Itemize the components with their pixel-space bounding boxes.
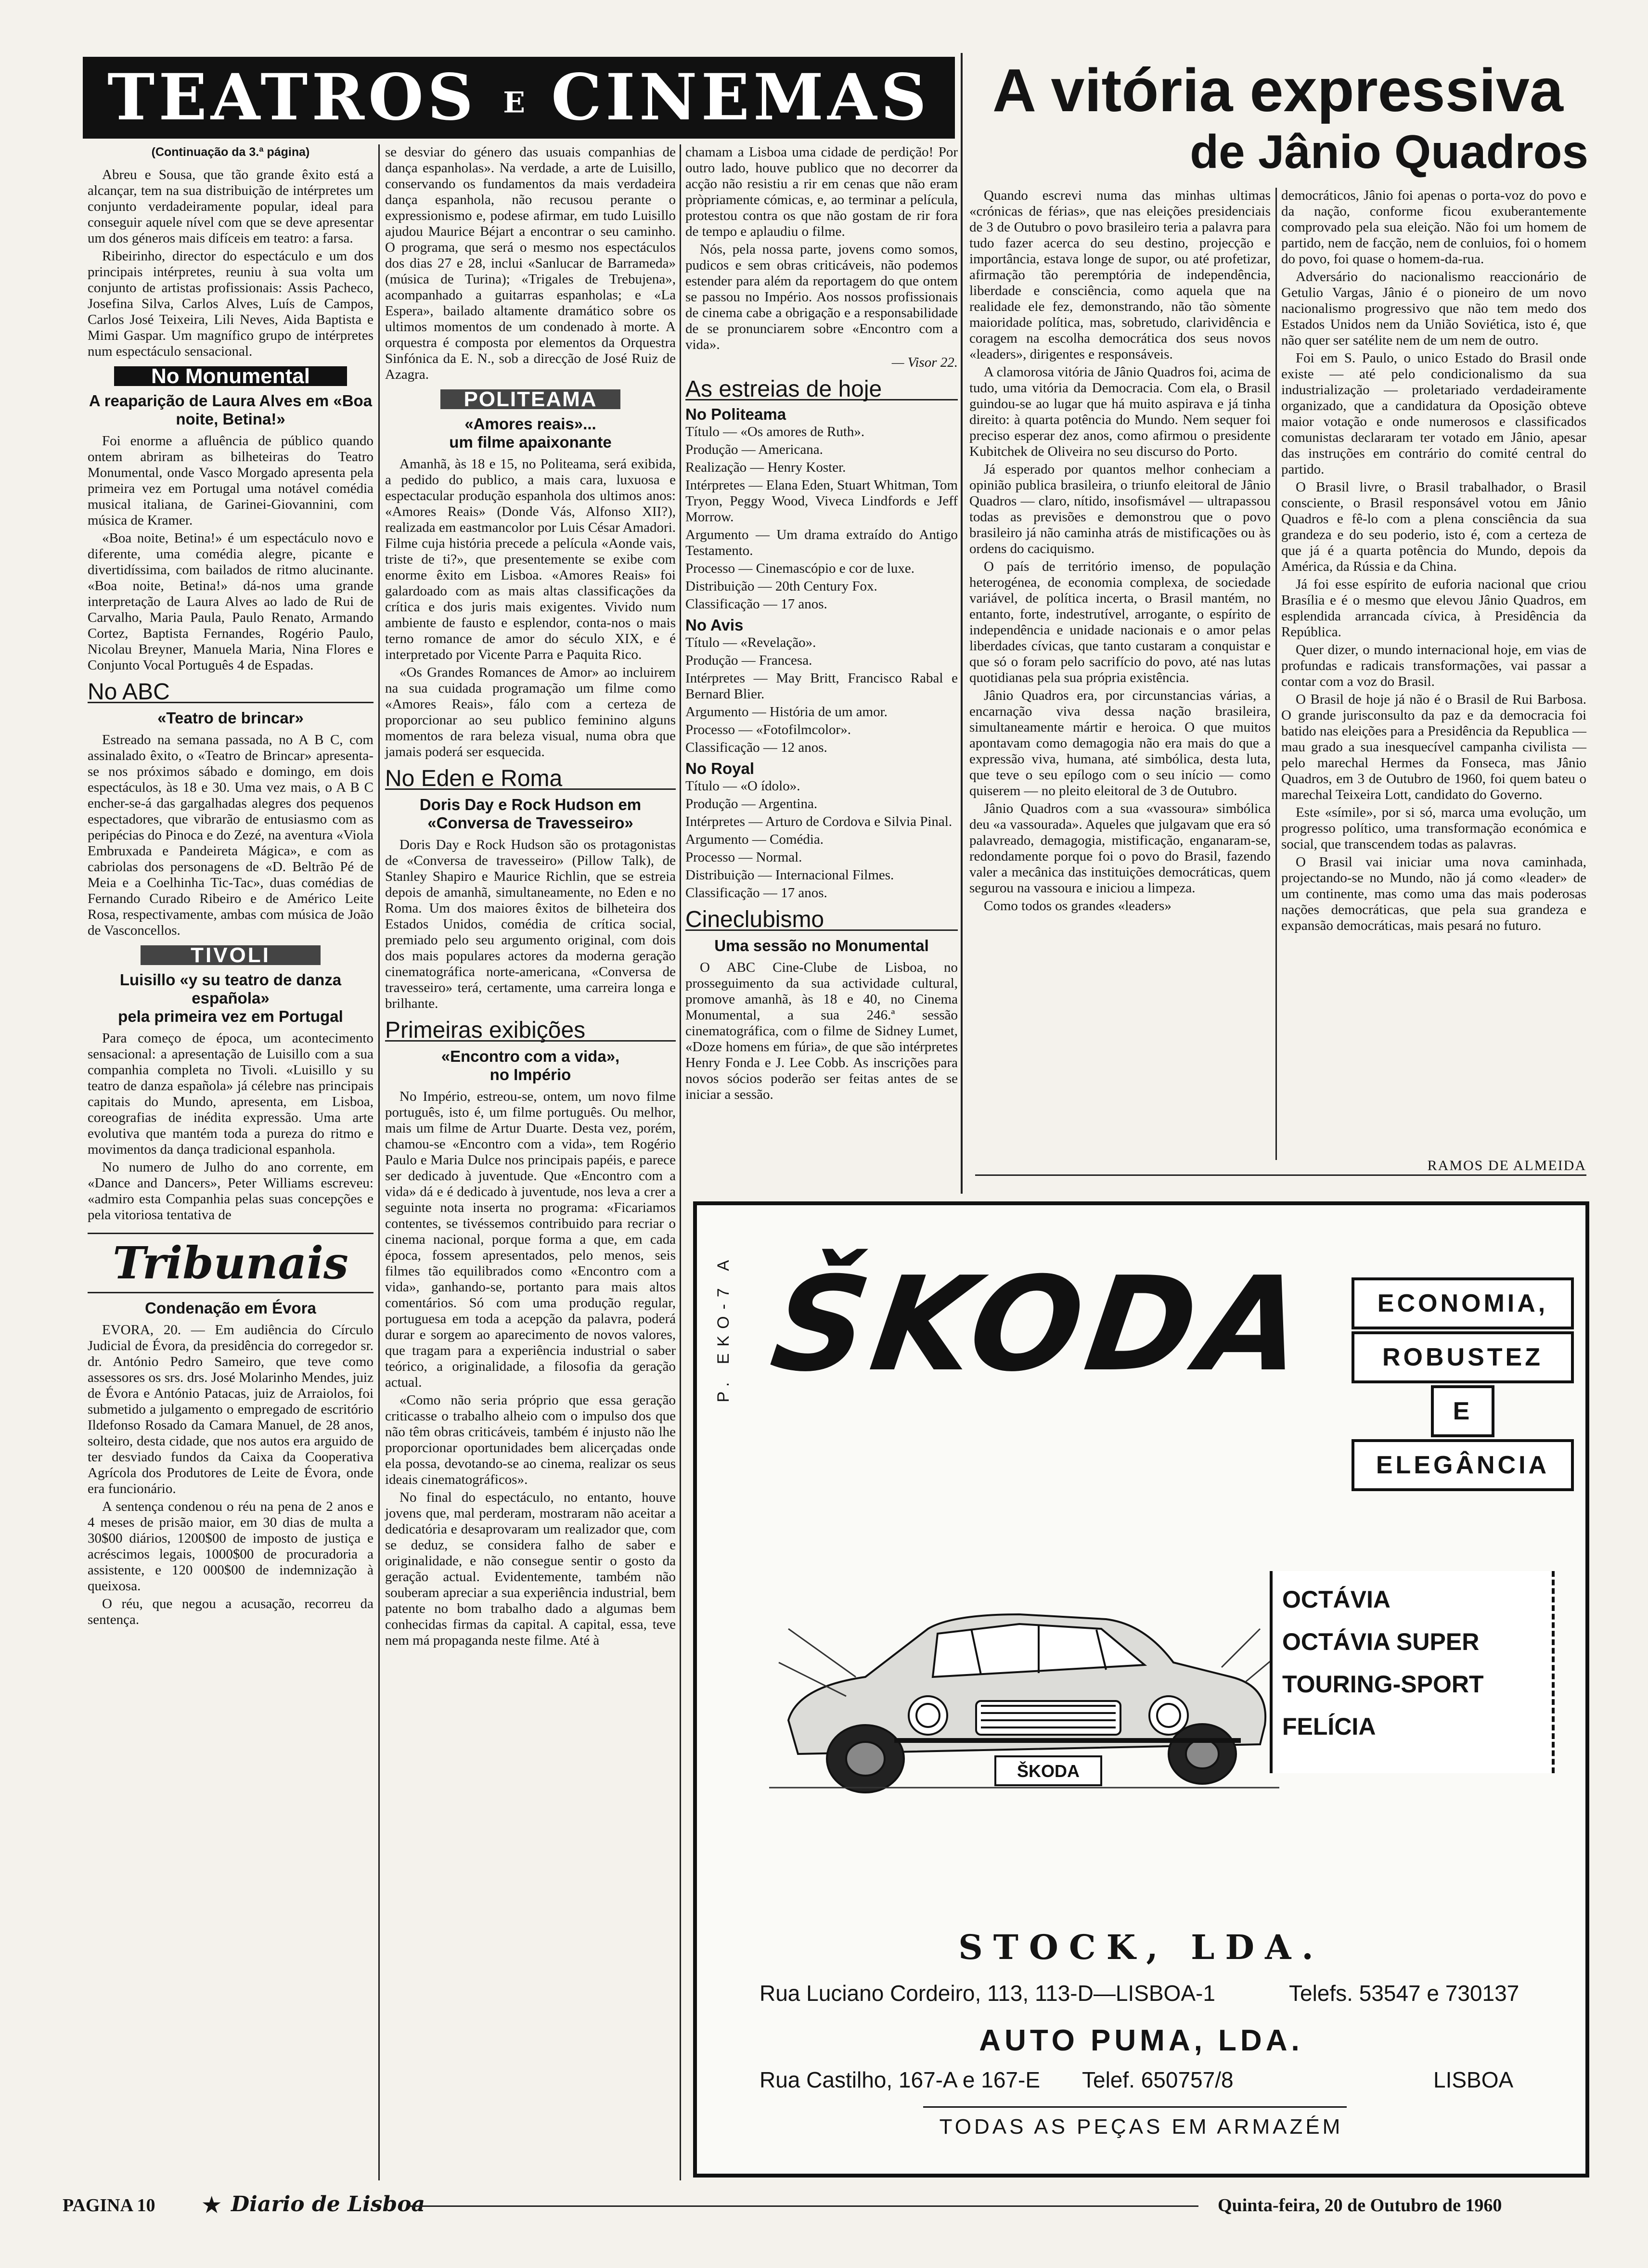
ad-tagline: TODAS AS PEÇAS EM ARMAZÉM <box>939 2115 1343 2139</box>
section-banner <box>83 57 955 139</box>
section-header-primeiras: Primeiras exibições <box>385 1022 676 1042</box>
column-3 <box>685 144 958 1105</box>
dealer-name: STOCK, LDA. <box>958 1927 1324 1967</box>
dealer-phone: Telef. 650757/8 <box>1082 2067 1234 2092</box>
article-paragraph: Nós, pela nossa parte, jovens como somos, pudicos e sem obras criticáveis, não podemos estender para além da reportagem do que ontem se passou no Império. Aos nossos profissionais de cinema cabe a obrigação e a responsabilidade de se pronunciarem sobre «Encontro com a vida». <box>685 242 958 352</box>
article-paragraph: EVORA, 20. — Em audiência do Círculo Judicial de Évora, da presidência do corregedor sr. dr. António Pedro Sameiro, que teve como assessores os srs. drs. José Molarinho Mendes, juiz de Évora e António Patacas, juiz de Arraiolos, foi submetido a julgamento o empregado de escritório Ildefonso Rosado da Camara Manuel, de 28 anos, solteiro, desta cidade, que nos autos era arguido de ter desviado fundos da Caixa da Cooperativa Agrícola dos Produtores de Leite de Évora, onde era funcionário. <box>88 1322 373 1496</box>
dealer-address: Rua Castilho, 167-A e 167-E <box>760 2067 1041 2092</box>
banner-conjunction: E <box>503 86 526 120</box>
article-end-rule <box>975 1174 1586 1176</box>
article-paragraph: Como todos os grandes «leaders» <box>984 898 1172 914</box>
article-paragraph: Doris Day e Rock Hudson são os protagonistas de «Conversa de travesseiro» (Pillow Talk), de Stanley Shapiro e Maurice Richlin, que se estreia depois de amanhã, simultaneamente, no Eden e no Roma. Um dos maiores êxitos de bilheteira dos Estados Unidos, comédia de crítica social, premiado pelo seu argumento original, com dois dos mais populares actores da moderna geração cinematográfica norte-americana, «Conversa de travesseiro» terá, certamente, uma carreira longa e brilhante. <box>385 837 676 1011</box>
article-paragraph: se desviar do género das usuais companhias de dança espanholas». Na verdade, a arte de Luisillo, conservando os fundamentos da mais verdadeira dança espanhola, não recusou perante o expressionismo e, podese afirmar, em tudo Luisillo ajudou Maurice Béjart a encontrar o seu caminho. O programa, que será o mesmo nos espectáculos dos dias 27 e 28, inclui «Sanlucar de Barrameda» (música de Turina); «Trigales de Trebujena», acompanhado a guitarras espanholas; e «La Espera», bailado altamente dramático sobre os ultimos momentos de um condenado à morte. A orquestra é composta por elementos da Orquestra Sinfónica da E. N., sob a direcção de José Ruiz de Azagra. <box>385 144 676 382</box>
section-header-monumental: No Monumental <box>114 366 347 386</box>
column-rule <box>961 53 963 1194</box>
issue-date: Quinta-feira, 20 de Outubro de 1960 <box>1218 2195 1502 2216</box>
premiere-detail: Realização — Henry Koster. <box>685 460 846 475</box>
premiere-list <box>685 406 958 901</box>
article-paragraph: democráticos, Jânio foi apenas o porta-voz do povo e da nação, conforme ficou exuberantemente comprovado pela sua eleição. Não foi um homem de partido, nem de facção, nem de conluios, foi o homem do povo, foi quase o homem-da-rua. <box>1281 188 1586 267</box>
premiere-detail: Classificação — 17 anos. <box>685 596 827 612</box>
premiere-detail: Classificação — 12 anos. <box>685 740 827 755</box>
premiere-detail: Distribuição — Internacional Filmes. <box>685 867 894 883</box>
article-paragraph: Quando escrevi numa das minhas ultimas «crónicas de férias», que nas eleições presidenciais de 3 de Outubro o povo brasileiro teria a palavra para tudo fazer acerca do seu destino, projecção e importância, estava longe de supor, ou até profetizar, afirmação tão peremptória de independência, liberdade e consciência, como aquela que na realidade ele fez, demonstrando, não tão sòmente maioridade política, mas, sobretudo, clarividência e coragem na escolha democrática dos seus novos «leaders», dirigentes e responsáveis. <box>969 188 1271 362</box>
premiere-venue: No Royal <box>685 760 755 777</box>
article-paragraph: A clamorosa vitória de Jânio Quadros foi, acima de tudo, uma vitória da Democracia. Com ela, o Brasil guindou-se ao lugar que há muito aspirava e já tinha direito: à quarta potência do Mundo. Nem sequer foi preciso esperar dez anos, como afirmou o presidente Kubitchek de Oliveira no seu discurso do Porto. <box>969 364 1271 459</box>
article-paragraph: chamam a Lisboa uma cidade de perdição! Por outro lado, houve publico que no decorrer da acção não resistiu a rir em cenas que não eram pròpriamente cómicas, e, ao terminar a película, protestou contra os que não gostam de rir fora de tempo e aplaudiu o filme. <box>685 144 958 239</box>
article-paragraph: O Brasil livre, o Brasil trabalhador, o Brasil consciente, o Brasil responsável votou em Jânio Quadros e fê-lo com a plena consciência da sua grandeza e do seu poderio, isto é, com a certeza de que já é a quarta potência do Mundo, depois da América, da Rússia e da China. <box>1281 479 1586 574</box>
premiere-detail: Processo — Normal. <box>685 850 802 865</box>
dealer-phone: Telefs. 53547 e 730137 <box>1289 1981 1519 2006</box>
ad-agency-code: P. EKO-7 A <box>714 1253 733 1403</box>
column-rule <box>1275 188 1277 1160</box>
article-paragraph: Amanhã, às 18 e 15, no Politeama, será exibida, a pedido do publico, a mais cara, luxuosa e espectacular produção espanhola dos ultimos anos: «Amores Reais» (Donde Vás, Alfonso XII?), realizada em eastmancolor por Luis César Amadori. Filme cuja história precede a película «Aonde vais, triste de ti?», que presentemente se exibe com enorme êxito em Lisboa. «Amores Reais» foi galardoado com as mais altas classificações da crítica e dos juris mais exigentes. Vivido num ambiente de fausto e esplendor, conta-nos o mais terno romance de amor do século XIX, e é interpretado por Vicente Parra e Paquita Rico. <box>385 456 676 662</box>
premiere-venue: No Politeama <box>685 405 786 423</box>
page-footer <box>63 2192 1593 2224</box>
ad-slogan: ROBUSTEZ <box>1352 1331 1574 1383</box>
janio-title-line1: A vitória expressiva <box>992 56 1563 124</box>
janio-title-line2: de Jânio Quadros <box>1190 125 1588 178</box>
article-paragraph: Foi enorme a afluência de público quando ontem abriram as bilheteiras do Teatro Monumental, onde Vasco Morgado apresenta pela primeira vez em Portugal uma notável comédia musical italiana, de Garinei-Giovannini, com música de Kramer. <box>88 433 373 528</box>
ad-slogan: ECONOMIA, <box>1352 1277 1574 1329</box>
column-rule <box>680 144 681 2180</box>
article-paragraph: «Boa noite, Betina!» é um espectáculo novo e diferente, uma comédia alegre, picante e divertidíssima, com bailados de ritmo alucinante. «Boa noite, Betina!» dá-nos uma grande interpretação de Laura Alves ao lado de Rui de Carvalho, Maria Paula, Paulo Renato, Armando Cortez, Baptista Fernandes, Rogério Paulo, Nicolau Breyner, Manuela Maria, Nina Flores e Conjunto Vocal Português 4 de Espadas. <box>88 530 373 673</box>
article-paragraph: Este «símile», por si só, marca uma evolução, um progresso político, uma transformação económica e social, que transcendem todas as palavras. <box>1281 805 1586 852</box>
ad-slogan: ELEGÂNCIA <box>1352 1439 1574 1491</box>
newspaper-name: Diario de Lisboa <box>231 2192 425 2216</box>
star-icon: ★ <box>202 2193 221 2217</box>
premiere-detail: Produção — Francesa. <box>685 653 812 668</box>
section-header-tivoli: TIVOLI <box>141 945 321 965</box>
continuation-note: (Continuação da 3.ª página) <box>151 145 310 159</box>
story-headline: Luisillo «y su teatro de danza española» <box>119 971 342 1007</box>
story-headline: «Encontro com a vida», <box>441 1047 620 1065</box>
article-paragraph: «Como não seria próprio que essa geração criticasse o trabalho alheio com o impulso dos que não têm obras criticáveis, também é injusto não lhe proporcionar oportunidades bem alicerçadas onde ela possa, devotando-se ao cinema, realizar os seus ideais cinematográficos». <box>385 1392 676 1487</box>
ad-divider <box>923 2106 1347 2108</box>
story-subheadline: no Império <box>489 1066 571 1083</box>
footer-rule <box>409 2205 1198 2207</box>
article-paragraph: Para começo de época, um acontecimento sensacional: a apresentação de Luisillo com a sua companhia completa no Tivoli. «Luisillo y su teatro de danza española» já célebre nas principais capitais do Mundo, apresenta, em Lisboa, coreografias de inédita expressão. Uma arte evolutiva que mantém toda a pureza do ritmo e movimentos da dança tradicional espanhola. <box>88 1031 373 1157</box>
model-name: OCTÁVIA SUPER <box>1282 1628 1480 1655</box>
janio-column-right <box>1281 188 1586 936</box>
premiere-detail: Intérpretes — Arturo de Cordova e Silvia Pinal. <box>685 814 953 829</box>
premiere-detail: Título — «Os amores de Ruth». <box>685 424 865 439</box>
story-headline: «Teatro de brincar» <box>157 709 304 727</box>
skoda-logo: ŠKODA <box>763 1249 1319 1400</box>
premiere-detail: Argumento — Comédia. <box>685 832 824 847</box>
model-list <box>1270 1571 1555 1773</box>
page-number: PAGINA 10 <box>63 2195 155 2216</box>
story-subheadline: pela primeira vez em Portugal <box>118 1007 343 1025</box>
article-paragraph: Estreado na semana passada, no A B C, com assinalado êxito, o «Teatro de Brincar» apresenta-se nos próximos sábado e domingo, em dois espectáculos, às 18 e 30. Uma vez mais, o A B C encher-se-á das gargalhadas alegres dos pequenos espectadores, que vibrarão de entusiasmo com as peripécias do Pinoca e do Zezé, na aventura «Viola Embruxada e Pandeireta Mágica», e com as cabriolas dos personagens de «D. Beltrão Pé de Meia e a Coelhinha Tic-Tac», duas comédias de Fernando Curado Ribeiro e de Américo Leite Rosa, respectivamente, ambas com música de João de Vasconcellos. <box>88 732 373 938</box>
premiere-detail: Produção — Americana. <box>685 442 823 457</box>
story-headline: «Amores reais»... <box>464 415 596 433</box>
premiere-detail: Classificação — 17 anos. <box>685 885 827 901</box>
license-plate-text: ŠKODA <box>1017 1761 1080 1781</box>
article-paragraph: Adversário do nacionalismo reaccionário de Getulio Vargas, Jânio é o pioneiro de um novo nacionalismo progressivo que não tem medo dos Estados Unidos nem da União Soviética, isto é, que não quer ser satélite nem de um nem de outro. <box>1281 269 1586 348</box>
story-headline: Uma sessão no Monumental <box>714 937 929 954</box>
premiere-detail: Intérpretes — Elana Eden, Stuart Whitman, Tom Tryon, Peggy Wood, Viveca Lindfords e Jeff Morrow. <box>685 477 958 525</box>
article-paragraph: Foi em S. Paulo, o unico Estado do Brasil onde existe — até pelo condicionalismo da sua industrialização — proletariado verdadeiramente organizado, que a candidatura da Oposição obteve maior votação e onde numerosos e classificados comunistas declararam ter votado em Jânio, apesar das instruções em contrário do comité central do partido. <box>1281 350 1586 477</box>
section-header-eden: No Eden e Roma <box>385 771 676 790</box>
janio-signature: RAMOS DE ALMEIDA <box>1427 1158 1586 1173</box>
premiere-detail: Processo — «Fotofilmcolor». <box>685 722 851 737</box>
article-paragraph: «Os Grandes Romances de Amor» ao incluirem na sua cuidada programação um filme como «Amores Reais», fálo com a certeza de proporcionar ao seu publico feminino alguns momentos de rara beleza visual, numa obra que jamais poderá ser esquecida. <box>385 665 676 760</box>
article-paragraph: O Brasil de hoje já não é o Brasil de Rui Barbosa. O grande jurisconsulto da paz e da democracia foi batido nas eleições para a Presidência da Republica — mau grado a sua inesquecível campanha civilista — pelo marechal Hermes da Fonseca, mas Jânio Quadros, em 3 de Outubro de 1960, foi quem bateu o marechal Teixeira Lott, candidato do Governo. <box>1281 692 1586 802</box>
car-illustration <box>769 1561 1279 1802</box>
skoda-advertisement <box>693 1201 1589 2178</box>
premiere-detail: Distribuição — 20th Century Fox. <box>685 579 877 594</box>
ad-slogan: E <box>1431 1385 1494 1437</box>
article-paragraph: A sentença condenou o réu na pena de 2 anos e 4 meses de prisão maior, em 30 dias de multa a 30$00 diários, 1200$00 de imposto de justiça e acréscimos legais, 1000$00 de procuradoria a assistente, e 120 000$00 de indemnização à queixosa. <box>88 1499 373 1594</box>
article-paragraph: O ABC Cine-Clube de Lisboa, no prosseguimento da sua actividade cultural, promove amanhã, às 18 e 40, no Cinema Monumental, a sua 246.ª sessão cinematográfica, com o filme de Sidney Lumet, «Doze homens em fúria», de que são intérpretes Henry Fonda e J. Lee Cobb. As inscrições para novos sócios poderão ser feitas antes de se iniciar a sessão. <box>685 960 958 1102</box>
article-paragraph: O país de território imenso, de população heterogénea, de economia complexa, de sociedade variável, de política incerta, o Brasil mantém, no entanto, forte, indestrutível, arrogante, o espírito de independência e unidade nacionais e o amor pelas liberdades cívicas, que tanto custaram a conquistar e que só o foram pelo sacrifício do povo, até nas lutas quotidianas pela sua própria existência. <box>969 559 1271 685</box>
section-header-tribunais: Tribunais <box>88 1233 373 1293</box>
premiere-detail: Argumento — Um drama extraído do Antigo Testamento. <box>685 527 958 558</box>
premiere-detail: Argumento — História de um amor. <box>685 704 888 720</box>
premiere-detail: Título — «O ídolo». <box>685 778 800 794</box>
article-paragraph: Já esperado por quantos melhor conheciam a opinião publica brasileira, o triunfo eleitoral de Jânio Quadros — claro, nítido, insofismável — ultrapassou todas as previsões e demonstrou que o povo brasileiro já não caminha atrás de mistificações ou às ordens do caciquismo. <box>969 462 1271 556</box>
article-paragraph: Já foi esse espírito de euforia nacional que criou Brasília e é o mesmo que elevou Jânio Quadros, em esplendida arrancada cívica, à Presidência da República. <box>1281 577 1586 640</box>
dealer-name: AUTO PUMA, LDA. <box>979 2024 1303 2057</box>
premiere-venue: No Avis <box>685 616 744 634</box>
premiere-detail: Intérpretes — May Britt, Francisco Rabal e Bernard Blier. <box>685 670 958 702</box>
article-paragraph: No final do espectáculo, no entanto, houve jovens que, mal perderam, mostraram não aceitar a dedicatória e desaprovaram um realizador que, com se deduz, se considera falho de saber e originalidade, e não consegue sentir o gosto da geração actual. Evidentemente, também não souberam apreciar a sua experiência industrial, bem patente no bom trabalho dado a algumas bem conhecidas firmas da capital. A capital, essa, teve nem má propaganda neste filme. Até à <box>385 1490 676 1648</box>
story-subheadline: um filme apaixonante <box>449 433 612 451</box>
article-paragraph: O Brasil vai iniciar uma nova caminhada, projectando-se no Mundo, não já como «leader» de um continente, mas como uma das mais poderosas nações democráticas, que pela sua grandeza e expansão democráticas, mais pesará no futuro. <box>1281 854 1586 933</box>
column-rule <box>378 144 380 2180</box>
model-name: TOURING-SPORT <box>1282 1671 1484 1698</box>
article-paragraph: No numero de Julho do ano corrente, em «Dance and Dancers», Peter Williams escreveu: «admiro esta Companhia pelas suas concepções e pela vitoriosa tentativa de <box>88 1160 373 1223</box>
column-1 <box>88 144 373 1630</box>
section-header-politeama: POLITEAMA <box>440 389 620 409</box>
article-paragraph: Jânio Quadros com a sua «vassoura» simbólica deu «a vassourada». Aqueles que julgavam que era só palavreado, demagogia, mistificação, enganaram-se, redondamente porque foi o povo do Brasil, fazendo valer a mecânica das instituições democráticas, quem segurou na vassoura e iniciou a limpeza. <box>969 801 1271 896</box>
janio-column-left <box>969 188 1271 916</box>
story-headline: Doris Day e Rock Hudson em «Conversa de Travesseiro» <box>419 796 642 832</box>
section-header-cineclubismo: Cineclubismo <box>685 912 958 931</box>
banner-word-cinemas: CINEMAS <box>551 60 930 135</box>
column-2 <box>385 144 676 1650</box>
article-paragraph: Ribeirinho, director do espectáculo e um dos principais intérpretes, reuniu à sua volta um conjunto de artistas profissionais: Assis Pacheco, Josefina Silva, Carlos Alves, Luís de Campos, Carlos José Teixeira, Lili Neves, Aida Baptista e Mimi Gaspar. Um magnífico grupo de intérpretes num espectáculo sensacional. <box>88 248 373 359</box>
model-name: OCTÁVIA <box>1282 1586 1390 1613</box>
dealer-city: LISBOA <box>1433 2067 1514 2092</box>
premiere-detail: Produção — Argentina. <box>685 796 818 812</box>
article-paragraph: Jânio Quadros era, por circunstancias várias, a encarnação viva dessa nação brasileira, simultaneamente mártir e heroica. O que muitos apontavam como demagogia não era mais do que a expressão viva, humana, até simbólica, desta luta, que teve o seu epílogo com o seu início — como quiserem — no pleito eleitoral de 3 de Outubro. <box>969 688 1271 799</box>
model-name: FELÍCIA <box>1282 1713 1376 1740</box>
article-paragraph: O réu, que negou a acusação, recorreu da sentença. <box>88 1596 373 1627</box>
article-paragraph: Abreu e Sousa, que tão grande êxito está a alcançar, tem na sua distribuição de intérpretes um conjunto verdadeiramente popular, ideal para conseguir aquele nível com que se deve apresentar um dos géneros mais difíceis em teatro: a farsa. <box>88 167 373 246</box>
dealer-address: Rua Luciano Cordeiro, 113, 113-D—LISBOA-1 <box>760 1981 1215 2006</box>
banner-word-teatros: TEATROS <box>107 60 477 135</box>
section-header-abc: No ABC <box>88 684 373 703</box>
article-paragraph: Quer dizer, o mundo internacional hoje, em vias de profundas e radicais transformações, vai passar a contar com a voz do Brasil. <box>1281 642 1586 689</box>
story-headline: Condenação em Évora <box>145 1299 316 1317</box>
premiere-detail: Processo — Cinemascópio e cor de luxe. <box>685 561 914 576</box>
story-headline: A reaparição de Laura Alves em «Boa noite, Betina!» <box>89 392 373 428</box>
article-paragraph: No Império, estreou-se, ontem, um novo filme português, isto é, um filme português. Ou melhor, mais um filme de Artur Duarte. Desta vez, porém, chamou-se «Encontro com a vida», tem Rogério Paulo e Maria Dulce nos principais papéis, e parece ser dedicado à juventude. Que «Encontro com a vida» dá e é dedicado à juventude, nos leva a crer a seguinte nota inserta no programa: «Ficariamos contentes, se tivéssemos contribuido para recriar o cinema nacional, porque forma a que, em cada época, fossem apresentados, pelo menos, seis filmes tão equilibrados como «Encontro com a vida», ganhando-se, portanto para mais altos comentários. Só com uma produção regular, portuguesa em toda a acepção da palavra, poderá durar e sorgem ao aparecimento de novos valores, que tragam para a experiência industrial o saber teórico, a originalidade, a filosofia da geração actual. <box>385 1089 676 1390</box>
premiere-detail: Título — «Revelação». <box>685 635 816 650</box>
article-signature: — Visor 22. <box>891 355 958 370</box>
section-header-estreias: As estreias de hoje <box>685 381 958 400</box>
